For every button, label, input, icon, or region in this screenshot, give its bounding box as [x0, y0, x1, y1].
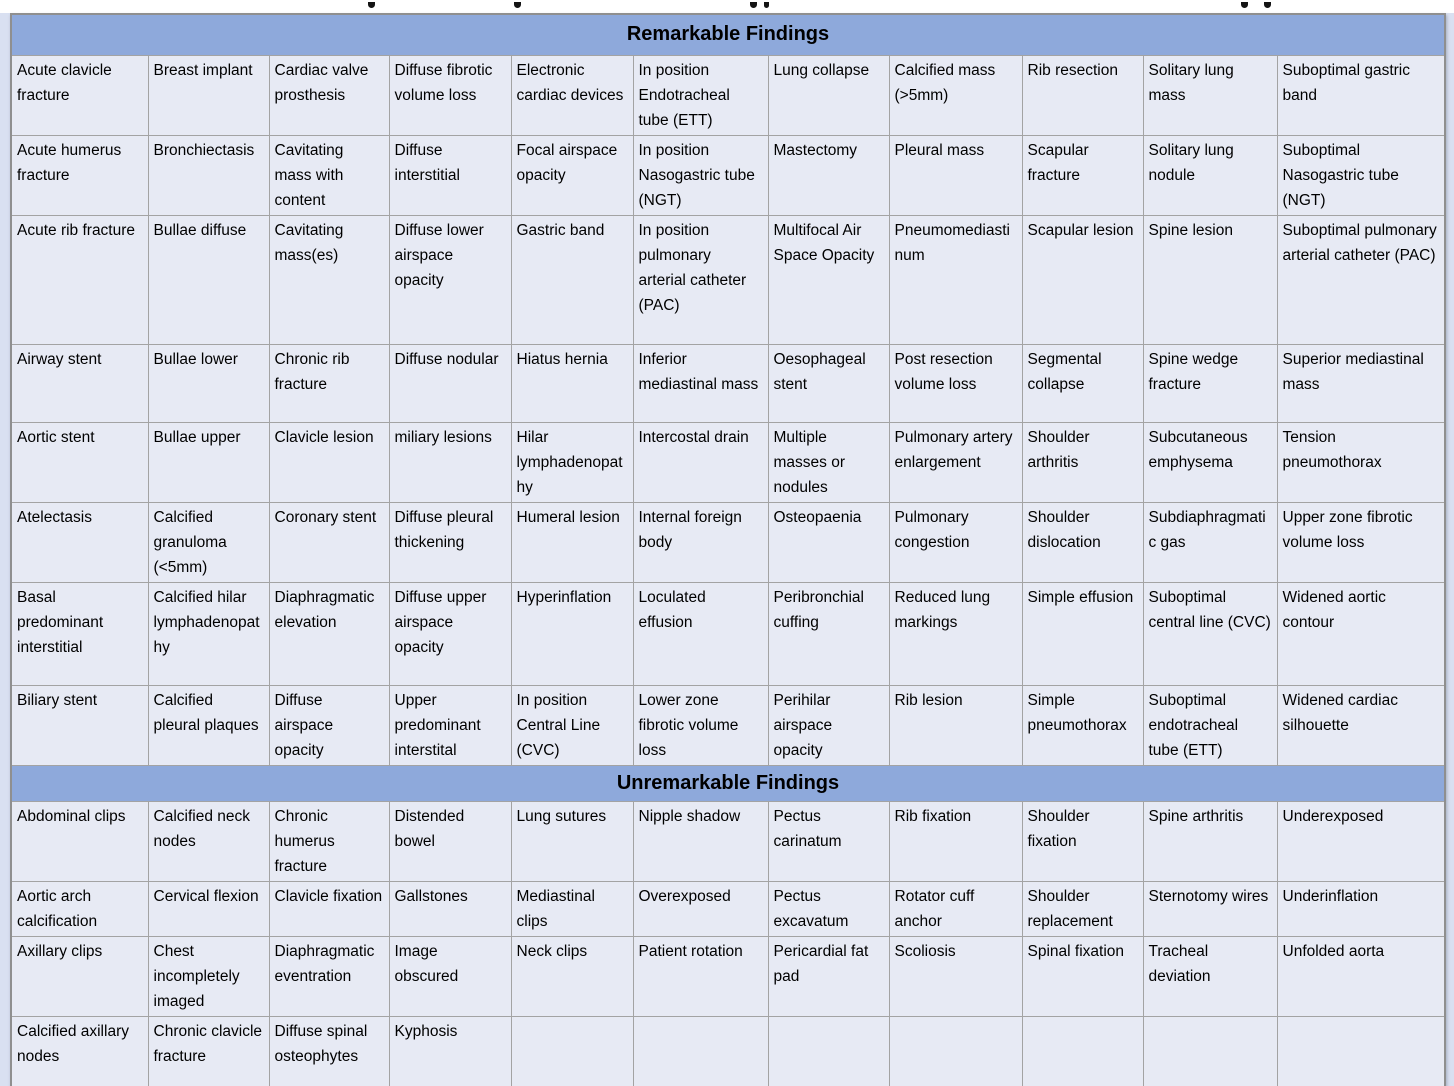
finding-cell: Tension pneumothorax	[1277, 422, 1445, 502]
finding-cell: Chronic humerus fracture	[269, 801, 389, 881]
finding-cell: Widened aortic contour	[1277, 582, 1445, 685]
finding-cell: Acute clavicle fracture	[11, 55, 148, 135]
finding-cell: Diffuse pleural thickening	[389, 502, 511, 582]
finding-cell: Suboptimal pulmonary arterial catheter (PAC)	[1277, 215, 1445, 344]
finding-cell: In position Nasogastric tube (NGT)	[633, 135, 768, 215]
finding-cell: Axillary clips	[11, 936, 148, 1016]
finding-cell: Diffuse lower airspace opacity	[389, 215, 511, 344]
finding-cell: Basal predominant interstitial	[11, 582, 148, 685]
finding-cell: Spinal fixation	[1022, 936, 1143, 1016]
finding-cell: Shoulder arthritis	[1022, 422, 1143, 502]
finding-cell: Diffuse interstitial	[389, 135, 511, 215]
finding-cell: Spine wedge fracture	[1143, 344, 1277, 422]
finding-cell: Pericardial fat pad	[768, 936, 889, 1016]
finding-cell: Calcified pleural plaques	[148, 685, 269, 765]
finding-cell: Clavicle lesion	[269, 422, 389, 502]
finding-cell: Scoliosis	[889, 936, 1022, 1016]
finding-cell: Airway stent	[11, 344, 148, 422]
finding-cell: Reduced lung markings	[889, 582, 1022, 685]
finding-cell: Abdominal clips	[11, 801, 148, 881]
finding-cell: Osteopaenia	[768, 502, 889, 582]
table-row	[11, 881, 1445, 936]
section-title-remarkable: Remarkable Findings	[11, 14, 1445, 55]
finding-cell: Calcified hilar lymphadenopathy	[148, 582, 269, 685]
finding-cell: Lower zone fibrotic volume loss	[633, 685, 768, 765]
finding-cell: Pectus excavatum	[768, 881, 889, 936]
finding-cell: Sternotomy wires	[1143, 881, 1277, 936]
finding-cell: Clavicle fixation	[269, 881, 389, 936]
unremarkable-header-row	[11, 765, 1445, 801]
cropped-caption-strip	[0, 0, 1454, 13]
finding-cell: Simple effusion	[1022, 582, 1143, 685]
finding-cell: Diffuse spinal osteophytes	[269, 1016, 389, 1086]
finding-cell: Coronary stent	[269, 502, 389, 582]
finding-cell: Lung sutures	[511, 801, 633, 881]
finding-cell: Rib resection	[1022, 55, 1143, 135]
finding-cell: Upper predominant interstital	[389, 685, 511, 765]
finding-cell: Overexposed	[633, 881, 768, 936]
finding-cell: Chronic rib fracture	[269, 344, 389, 422]
finding-cell: Patient rotation	[633, 936, 768, 1016]
table-row	[11, 936, 1445, 1016]
finding-cell: miliary lesions	[389, 422, 511, 502]
finding-cell: Acute humerus fracture	[11, 135, 148, 215]
unremarkable-findings-body	[11, 801, 1445, 1086]
finding-cell: Diaphragmatic eventration	[269, 936, 389, 1016]
finding-cell: Mastectomy	[768, 135, 889, 215]
table-row	[11, 1016, 1445, 1086]
finding-cell: Breast implant	[148, 55, 269, 135]
finding-cell: In position Endotracheal tube (ETT)	[633, 55, 768, 135]
finding-cell: In position pulmonary arterial catheter (PAC)	[633, 215, 768, 344]
finding-cell: Peribronchial cuffing	[768, 582, 889, 685]
finding-cell: Internal foreign body	[633, 502, 768, 582]
finding-cell: Calcified mass (>5mm)	[889, 55, 1022, 135]
cropped-text-fragment	[514, 2, 521, 8]
finding-cell: Solitary lung mass	[1143, 55, 1277, 135]
finding-cell: Calcified axillary nodes	[11, 1016, 148, 1086]
finding-cell	[1022, 1016, 1143, 1086]
finding-cell: Lung collapse	[768, 55, 889, 135]
finding-cell: Cavitating mass with content	[269, 135, 389, 215]
finding-cell: In position Central Line (CVC)	[511, 685, 633, 765]
finding-cell: Pleural mass	[889, 135, 1022, 215]
finding-cell: Distended bowel	[389, 801, 511, 881]
finding-cell: Diffuse upper airspace opacity	[389, 582, 511, 685]
finding-cell	[633, 1016, 768, 1086]
table-row	[11, 422, 1445, 502]
finding-cell: Image obscured	[389, 936, 511, 1016]
finding-cell: Suboptimal Nasogastric tube (NGT)	[1277, 135, 1445, 215]
table-row	[11, 215, 1445, 344]
finding-cell: Humeral lesion	[511, 502, 633, 582]
finding-cell: Tracheal deviation	[1143, 936, 1277, 1016]
finding-cell: Pneumomediastinum	[889, 215, 1022, 344]
findings-table	[10, 13, 1446, 1086]
finding-cell: Bullae lower	[148, 344, 269, 422]
finding-cell: Rib lesion	[889, 685, 1022, 765]
finding-cell: Neck clips	[511, 936, 633, 1016]
finding-cell: Rotator cuff anchor	[889, 881, 1022, 936]
finding-cell: Gallstones	[389, 881, 511, 936]
finding-cell	[768, 1016, 889, 1086]
cropped-text-fragment	[1241, 2, 1248, 8]
table-row	[11, 344, 1445, 422]
table-row	[11, 685, 1445, 765]
finding-cell: Chronic clavicle fracture	[148, 1016, 269, 1086]
finding-cell: Widened cardiac silhouette	[1277, 685, 1445, 765]
finding-cell: Atelectasis	[11, 502, 148, 582]
finding-cell: Shoulder fixation	[1022, 801, 1143, 881]
finding-cell: Aortic stent	[11, 422, 148, 502]
finding-cell: Electronic cardiac devices	[511, 55, 633, 135]
finding-cell: Spine arthritis	[1143, 801, 1277, 881]
finding-cell: Pectus carinatum	[768, 801, 889, 881]
finding-cell: Aortic arch calcification	[11, 881, 148, 936]
table-row	[11, 502, 1445, 582]
finding-cell: Hyperinflation	[511, 582, 633, 685]
finding-cell: Cavitating mass(es)	[269, 215, 389, 344]
finding-cell: Post resection volume loss	[889, 344, 1022, 422]
finding-cell: Intercostal drain	[633, 422, 768, 502]
finding-cell: Underinflation	[1277, 881, 1445, 936]
finding-cell: Superior mediastinal mass	[1277, 344, 1445, 422]
finding-cell: Rib fixation	[889, 801, 1022, 881]
finding-cell: Subdiaphragmatic gas	[1143, 502, 1277, 582]
finding-cell	[1143, 1016, 1277, 1086]
finding-cell: Bullae diffuse	[148, 215, 269, 344]
finding-cell: Subcutaneous emphysema	[1143, 422, 1277, 502]
table-row	[11, 801, 1445, 881]
finding-cell: Diffuse airspace opacity	[269, 685, 389, 765]
cropped-text-fragment	[368, 2, 375, 8]
finding-cell: Biliary stent	[11, 685, 148, 765]
finding-cell: Segmental collapse	[1022, 344, 1143, 422]
finding-cell: Calcified granuloma (<5mm)	[148, 502, 269, 582]
finding-cell: Cervical flexion	[148, 881, 269, 936]
finding-cell: Perihilar airspace opacity	[768, 685, 889, 765]
finding-cell: Spine lesion	[1143, 215, 1277, 344]
finding-cell: Hiatus hernia	[511, 344, 633, 422]
finding-cell: Multifocal Air Space Opacity	[768, 215, 889, 344]
finding-cell: Nipple shadow	[633, 801, 768, 881]
finding-cell: Hilar lymphadenopathy	[511, 422, 633, 502]
finding-cell: Oesophageal stent	[768, 344, 889, 422]
finding-cell: Solitary lung nodule	[1143, 135, 1277, 215]
finding-cell: Diffuse fibrotic volume loss	[389, 55, 511, 135]
finding-cell	[511, 1016, 633, 1086]
finding-cell: Suboptimal gastric band	[1277, 55, 1445, 135]
finding-cell: Unfolded aorta	[1277, 936, 1445, 1016]
finding-cell: Mediastinal clips	[511, 881, 633, 936]
finding-cell: Focal airspace opacity	[511, 135, 633, 215]
cropped-text-fragment	[764, 2, 769, 8]
finding-cell: Loculated effusion	[633, 582, 768, 685]
table-row	[11, 582, 1445, 685]
finding-cell: Chest incompletely imaged	[148, 936, 269, 1016]
finding-cell: Bullae upper	[148, 422, 269, 502]
table-row	[11, 55, 1445, 135]
finding-cell: Bronchiectasis	[148, 135, 269, 215]
finding-cell: Suboptimal endotracheal tube (ETT)	[1143, 685, 1277, 765]
finding-cell: Upper zone fibrotic volume loss	[1277, 502, 1445, 582]
finding-cell: Cardiac valve prosthesis	[269, 55, 389, 135]
remarkable-findings-body	[11, 55, 1445, 765]
table-row	[11, 135, 1445, 215]
finding-cell: Scapular fracture	[1022, 135, 1143, 215]
finding-cell: Kyphosis	[389, 1016, 511, 1086]
finding-cell	[889, 1016, 1022, 1086]
finding-cell: Diaphragmatic elevation	[269, 582, 389, 685]
finding-cell: Shoulder replacement	[1022, 881, 1143, 936]
remarkable-header-row	[11, 14, 1445, 55]
finding-cell: Scapular lesion	[1022, 215, 1143, 344]
finding-cell: Underexposed	[1277, 801, 1445, 881]
finding-cell: Simple pneumothorax	[1022, 685, 1143, 765]
finding-cell: Pulmonary artery enlargement	[889, 422, 1022, 502]
finding-cell: Multiple masses or nodules	[768, 422, 889, 502]
finding-cell: Inferior mediastinal mass	[633, 344, 768, 422]
finding-cell: Gastric band	[511, 215, 633, 344]
cropped-text-fragment	[750, 2, 757, 8]
section-title-unremarkable: Unremarkable Findings	[11, 765, 1445, 801]
finding-cell: Suboptimal central line (CVC)	[1143, 582, 1277, 685]
finding-cell: Acute rib fracture	[11, 215, 148, 344]
cropped-text-fragment	[1264, 2, 1271, 8]
finding-cell: Shoulder dislocation	[1022, 502, 1143, 582]
finding-cell: Calcified neck nodes	[148, 801, 269, 881]
finding-cell: Diffuse nodular	[389, 344, 511, 422]
finding-cell: Pulmonary congestion	[889, 502, 1022, 582]
finding-cell	[1277, 1016, 1445, 1086]
